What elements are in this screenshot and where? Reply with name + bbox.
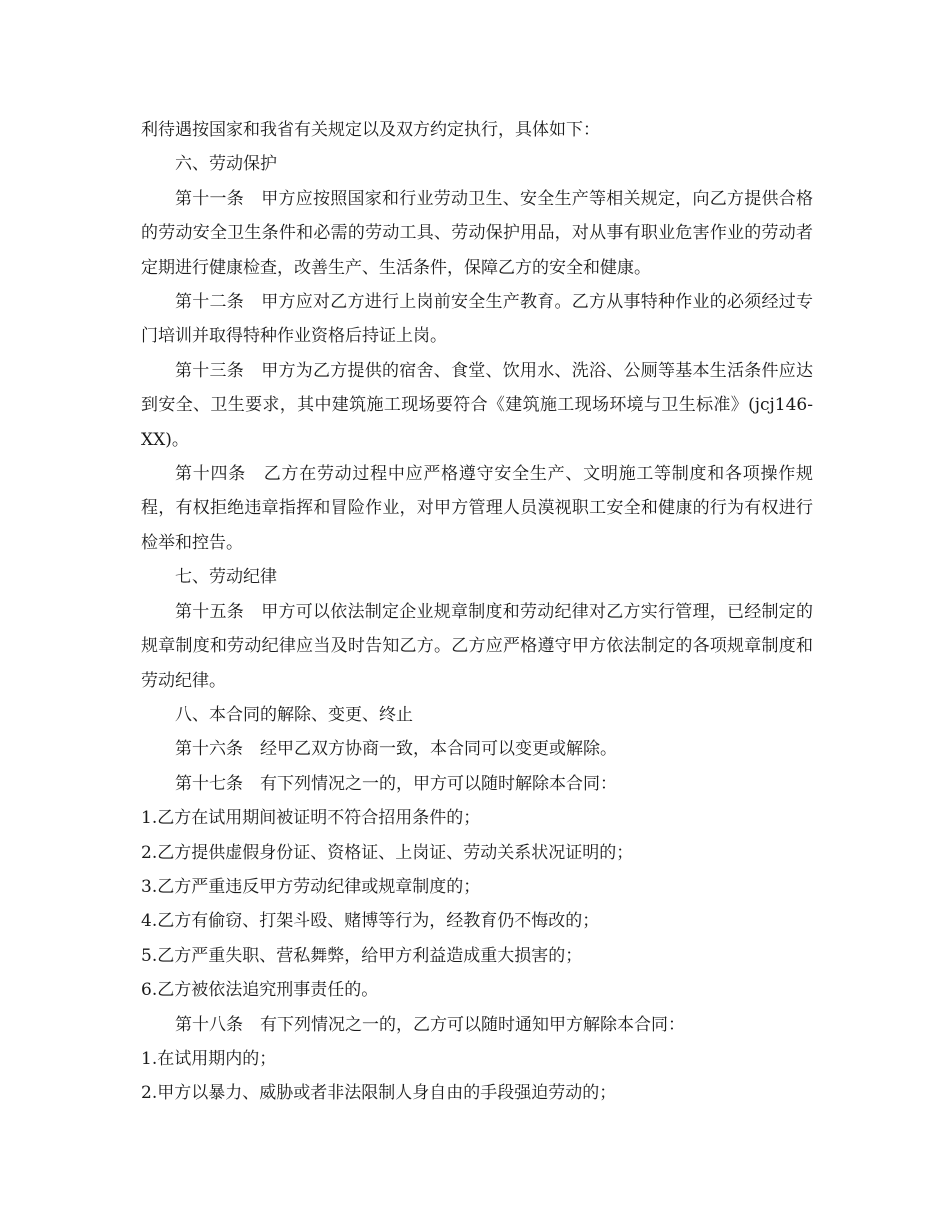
article-12: 第十二条 甲方应对乙方进行上岗前安全生产教育。乙方从事特种作业的必须经过专门培训并取得特种作业资格后持证上岗。 <box>141 292 813 347</box>
article-13: 第十三条 甲方为乙方提供的宿舍、食堂、饮用水、洗浴、公厕等基本生活条件应达到安全、卫生要求，其中建筑施工现场要符合《建筑施工现场环境与卫生标准》(jcj146-XX)。 <box>141 360 813 450</box>
article-15: 第十五条 甲方可以依法制定企业规章制度和劳动纪律对乙方实行管理，已经制定的规章制度和劳动纪律应当及时告知乙方。乙方应严格遵守甲方依法制定的各项规章制度和劳动纪律。 <box>141 601 813 691</box>
article-17-item-1: 1.乙方在试用期间被证明不符合招用条件的； <box>141 808 481 829</box>
article-14: 第十四条 乙方在劳动过程中应严格遵守安全生产、文明施工等制度和各项操作规程，有权拒绝违章指挥和冒险作业，对甲方管理人员漠视职工安全和健康的行为有权进行检举和控告。 <box>141 464 813 553</box>
document-body <box>141 113 813 1111</box>
article-18-item-1: 1.在试用期内的； <box>141 1048 277 1069</box>
article-17: 第十七条 有下列情况之一的，甲方可以随时解除本合同： <box>175 773 617 794</box>
article-17-item-6: 6.乙方被依法追究刑事责任的。 <box>141 980 379 1001</box>
article-18: 第十八条 有下列情况之一的，乙方可以随时通知甲方解除本合同： <box>175 1014 685 1035</box>
article-17-item-3: 3.乙方严重违反甲方劳动纪律或规章制度的； <box>141 876 481 897</box>
article-11: 第十一条 甲方应按照国家和行业劳动卫生、安全生产等相关规定，向乙方提供合格的劳动安全卫生条件和必需的劳动工具、劳动保护用品，对从事有职业危害作业的劳动者定期进行健康检查，改善生产、生活条件，保障乙方的安全和健康。 <box>141 188 813 278</box>
section-heading-labor-discipline: 七、劳动纪律 <box>175 567 277 588</box>
article-17-item-5: 5.乙方严重失职、营私舞弊，给甲方利益造成重大损害的； <box>141 945 583 966</box>
section-heading-termination: 八、本合同的解除、变更、终止 <box>175 704 413 725</box>
paragraph-continuation: 利待遇按国家和我省有关规定以及双方约定执行，具体如下： <box>141 120 600 140</box>
article-17-item-4: 4.乙方有偷窃、打架斗殴、赌博等行为，经教育仍不悔改的； <box>141 911 600 932</box>
article-17-item-2: 2.乙方提供虚假身份证、资格证、上岗证、劳动关系状况证明的； <box>141 842 634 863</box>
section-heading-labor-protection: 六、劳动保护 <box>175 154 277 175</box>
article-16: 第十六条 经甲乙双方协商一致，本合同可以变更或解除。 <box>175 739 617 760</box>
article-18-item-2: 2.甲方以暴力、威胁或者非法限制人身自由的手段强迫劳动的； <box>141 1083 617 1104</box>
